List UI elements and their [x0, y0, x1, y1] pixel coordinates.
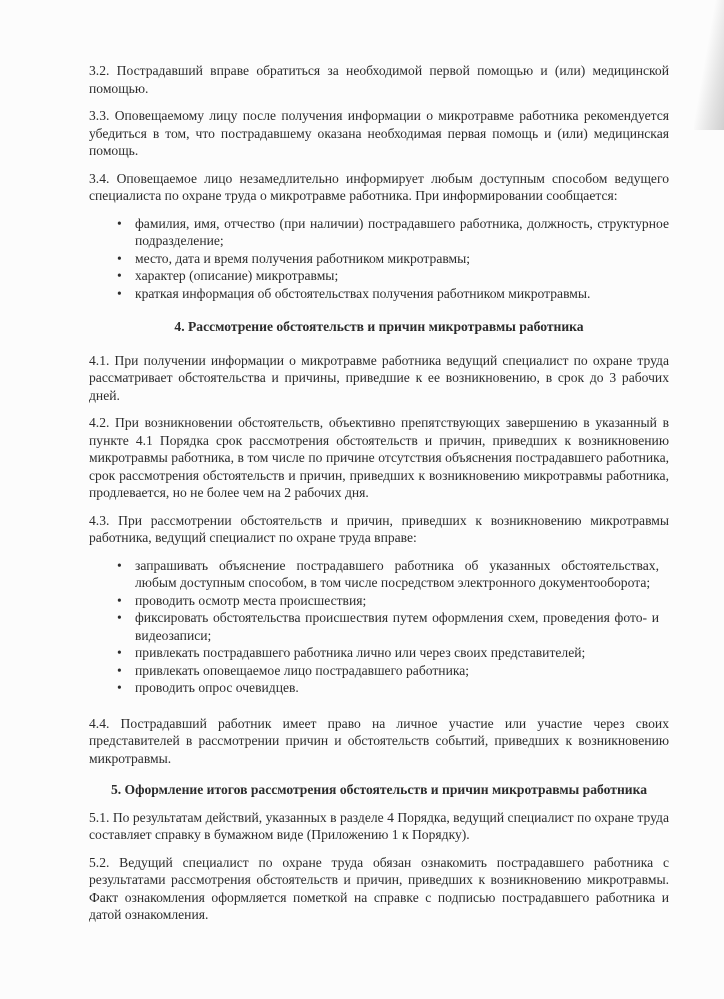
list-item [89, 662, 669, 680]
bullet-icon: • [117, 285, 122, 301]
list-item [89, 250, 669, 268]
paragraph-5-2: 5.2. Ведущий специалист по охране труда обязан ознакомить пострадавшего работника с результатами рассмотрения обстоятельств и причин, приведших к возникновению микротравмы. Факт ознакомления оформляется пометкой на справке с подписью пострадавшего работника и датой ознакомления. [89, 854, 669, 922]
paragraph-5-1: 5.1. По результатам действий, указанных в разделе 4 Порядка, ведущий специалист по охране труда составляет справку в бумажном виде (Приложению 1 к Порядку). [89, 809, 669, 842]
paragraph-4-2: 4.2. При возникновении обстоятельств, объективно препятствующих завершению в указанный в пункте 4.1 Порядка срок рассмотрения обстоятельств и причин, приведших к возникновению микротравмы работника, в том числе по причине отсутствия объяснения пострадавшего работника, срок рассмотрения обстоятельств и причин, приведших к возникновению микротравмы работника, продлевается, но не более чем на 2 рабочих дня. [89, 415, 669, 500]
section-heading-4: 4. Рассмотрение обстоятельств и причин микротравмы работника [174, 319, 584, 334]
bullet-icon: • [117, 215, 122, 231]
paragraph-4-3: 4.3. При рассмотрении обстоятельств и причин, приведших к возникновению микротравмы работника, ведущий специалист по охране труда вправе: [89, 512, 669, 545]
paragraph-3-4: 3.4. Оповещаемое лицо незамедлительно информирует любым доступным способом ведущего специалиста по охране труда о микротравме работника. При информировании сообщается: [89, 170, 669, 203]
paragraph-4-4: 4.4. Пострадавший работник имеет право на личное участие или участие через своих представителей в рассмотрении причин и обстоятельств событий, приведших к возникновению микротравмы. [89, 715, 669, 766]
paragraph-3-2: 3.2. Пострадавший вправе обратиться за необходимой первой помощью и (или) медицинской помощью. [89, 63, 669, 96]
list-item [89, 644, 669, 662]
list-item [89, 609, 669, 644]
list-item-text: место, дата и время получения работником микротравмы; [135, 250, 471, 266]
list-item-text: фамилия, имя, отчество (при наличии) пострадавшего работника, должность, структурное подразделение; [135, 215, 669, 248]
list-item [89, 679, 669, 697]
list-item-text: запрашивать объяснение пострадавшего работника об указанных обстоятельствах, любым доступным способом, в том числе посредством электронного документооборота; [135, 557, 659, 590]
bullet-icon: • [117, 680, 122, 695]
list-item-text: привлекать пострадавшего работника лично или через своих представителей; [135, 645, 586, 660]
list-item-text: характер (описание) микротравмы; [135, 268, 339, 283]
bullet-icon: • [117, 662, 122, 678]
page-corner-shadow [694, 0, 724, 130]
list-item-text: краткая информация об обстоятельствах получения работником микротравмы. [135, 285, 591, 301]
section-heading-5: 5. Оформление итогов рассмотрения обстоятельств и причин микротравмы работника [110, 782, 648, 797]
paragraph-4-1: 4.1. При получении информации о микротравме работника ведущий специалист по охране труда рассматривает обстоятельства и причины, приведшие к ее возникновению, в срок до 3 рабочих дней. [89, 352, 669, 403]
list-item [89, 215, 669, 250]
list-3-4 [89, 215, 669, 303]
list-item-text: фиксировать обстоятельства происшествия путем оформления схем, проведения фото- и видеозаписи; [135, 610, 659, 643]
bullet-icon: • [117, 645, 122, 660]
bullet-icon: • [117, 610, 122, 625]
list-item [89, 557, 669, 592]
bullet-icon: • [117, 268, 122, 283]
list-item-text: проводить осмотр места происшествия; [135, 592, 367, 608]
list-item-text: проводить опрос очевидцев. [135, 680, 299, 695]
document-body [89, 62, 669, 934]
bullet-icon: • [117, 592, 122, 608]
list-item [89, 285, 669, 303]
paragraph-3-3: 3.3. Оповещаемому лицу после получения информации о микротравме работника рекомендуется убедиться в том, что пострадавшему оказана необходимая первая помощь и (или) медицинская помощь. [89, 108, 669, 158]
bullet-icon: • [117, 250, 122, 266]
list-item [89, 267, 669, 285]
list-item-text: привлекать оповещаемое лицо пострадавшего работника; [135, 662, 470, 678]
bullet-icon: • [117, 557, 122, 573]
list-item [89, 592, 669, 610]
list-4-3 [89, 557, 669, 697]
